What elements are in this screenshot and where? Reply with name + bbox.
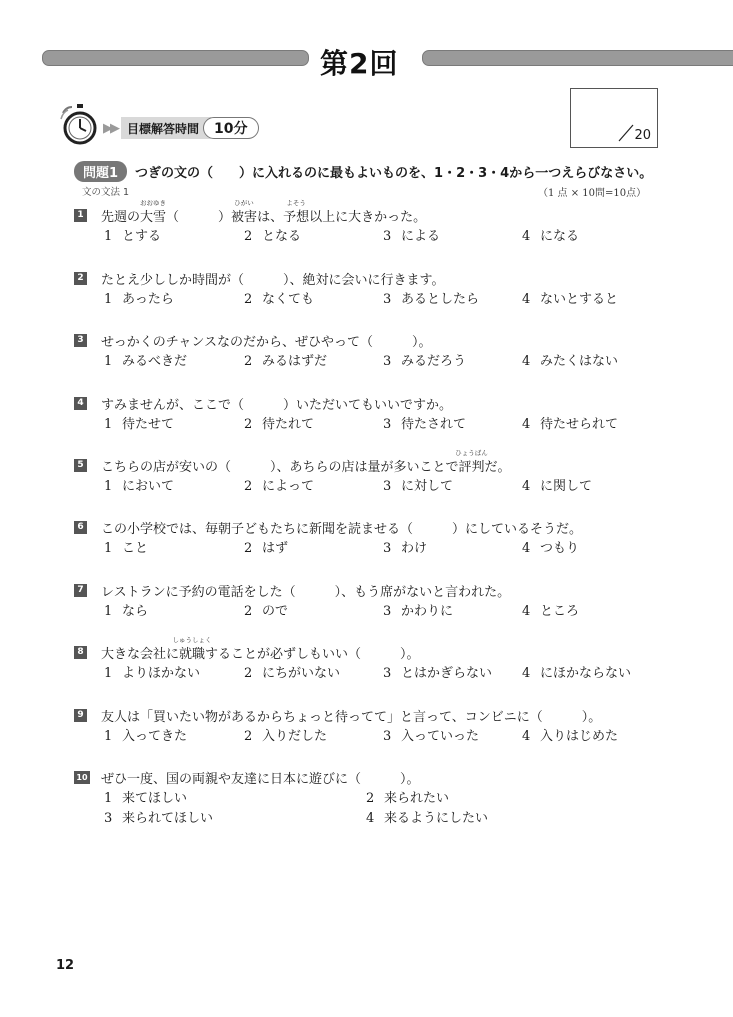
- choice-4[interactable]: 4 ないとすると: [522, 292, 619, 307]
- choice-2[interactable]: 2 なくても: [244, 292, 315, 307]
- question-6: [74, 517, 674, 557]
- question-8: [74, 635, 674, 682]
- choice-1[interactable]: 1 入ってきた: [104, 729, 188, 744]
- choice-list: [74, 600, 674, 620]
- target-time-row: [103, 117, 259, 139]
- question-text: レストランに予約の電話をした（ ）、もう席がないと言われた。: [101, 584, 511, 600]
- choice-3[interactable]: 3 入っていった: [383, 729, 480, 744]
- choice-2[interactable]: 2 入りだした: [244, 729, 328, 744]
- choice-4[interactable]: 4 つもり: [522, 541, 580, 556]
- question-number: 4: [74, 397, 87, 410]
- choice-3[interactable]: 3 わけ: [383, 541, 428, 556]
- choice-list: [74, 787, 674, 807]
- question-1: [74, 198, 674, 245]
- choice-2[interactable]: 2 によって: [244, 479, 315, 494]
- question-text: 先週の大雪 おおゆき （ ）被害 ひがい は、予想 よそう 以上に大きかった。: [101, 198, 427, 225]
- choice-list: [74, 807, 674, 827]
- choice-4[interactable]: 4 入りはじめた: [522, 729, 619, 744]
- question-number: 2: [74, 272, 87, 285]
- target-time: 10分: [203, 117, 258, 139]
- title-bar-left: [42, 50, 309, 66]
- title-banner: [42, 42, 733, 88]
- question-number: 3: [74, 334, 87, 347]
- choice-1[interactable]: 1 なら: [104, 604, 149, 619]
- choice-2[interactable]: 2 みるはずだ: [244, 354, 328, 369]
- question-text: 大きな会社に就職 しゅうしょく することが必ずしもいい（ ）。: [101, 635, 420, 662]
- choice-4[interactable]: 4 待たせられて: [522, 417, 619, 432]
- choice-list: [74, 725, 674, 745]
- question-number: 1: [74, 209, 87, 222]
- choice-3[interactable]: 3 来られてほしい: [104, 811, 214, 826]
- question-number: 7: [74, 584, 87, 597]
- choice-1[interactable]: 1 よりほかない: [104, 666, 201, 681]
- choice-4[interactable]: 4 ところ: [522, 604, 580, 619]
- choice-1[interactable]: 1 こと: [104, 541, 149, 556]
- choice-3[interactable]: 3 みるだろう: [383, 354, 467, 369]
- choice-1[interactable]: 1 において: [104, 479, 175, 494]
- question-3: [74, 330, 674, 370]
- choice-list: [74, 288, 674, 308]
- question-number: 10: [74, 771, 90, 784]
- choice-2[interactable]: 2 ので: [244, 604, 289, 619]
- choice-3[interactable]: 3 待たされて: [383, 417, 467, 432]
- title-bar-right: [422, 50, 733, 66]
- choice-3[interactable]: 3 かわりに: [383, 604, 454, 619]
- choice-2[interactable]: 2 来られたい: [366, 791, 450, 806]
- choice-2[interactable]: 2 はず: [244, 541, 289, 556]
- choice-list: [74, 537, 674, 557]
- choice-list: [74, 225, 674, 245]
- page-title: 第2回: [320, 47, 399, 80]
- choice-2[interactable]: 2 となる: [244, 229, 302, 244]
- question-number: 6: [74, 521, 87, 534]
- question-10: [74, 767, 674, 827]
- choice-1[interactable]: 1 来てほしい: [104, 791, 188, 806]
- section-header: [74, 161, 652, 182]
- choice-3[interactable]: 3 とはかぎらない: [383, 666, 493, 681]
- choice-2[interactable]: 2 待たれて: [244, 417, 315, 432]
- stopwatch-icon: [60, 103, 100, 147]
- question-text: この小学校では、毎朝子どもたちに新聞を読ませる（ ）にしているそうだ。: [101, 521, 583, 537]
- question-2: [74, 268, 674, 308]
- choice-1[interactable]: 1 とする: [104, 229, 162, 244]
- question-7: [74, 580, 674, 620]
- question-text: すみませんが、ここで（ ）いただいてもいいですか。: [101, 397, 453, 413]
- question-number: 8: [74, 646, 87, 659]
- choice-list: [74, 475, 674, 495]
- section-badge: 問題1: [74, 161, 127, 182]
- choice-4[interactable]: 4 にほかならない: [522, 666, 632, 681]
- choice-2[interactable]: 2 にちがいない: [244, 666, 341, 681]
- question-text: ぜひ一度、国の両親や友達に日本に遊びに（ ）。: [101, 771, 420, 787]
- section-subtitle: 文の文法 1: [82, 187, 130, 198]
- target-label: 目標解答時間: [121, 117, 211, 139]
- choice-1[interactable]: 1 あったら: [104, 292, 174, 307]
- question-text: こちらの店が安いの（ ）、あちらの店は量が多いことで評判 ひょうばん だ。: [101, 448, 511, 475]
- choice-list: [74, 350, 674, 370]
- question-text: たとえ少ししか時間が（ ）、絶対に会いに行きます。: [101, 272, 445, 288]
- question-number: 5: [74, 459, 87, 472]
- score-box: [570, 88, 658, 148]
- question-5: [74, 448, 674, 495]
- choice-3[interactable]: 3 あるとしたら: [383, 292, 480, 307]
- question-text: 友人は「買いたい物があるからちょっと待ってて」と言って、コンビニに（ ）。: [101, 709, 602, 725]
- choice-3[interactable]: 3 による: [383, 229, 441, 244]
- arrow-icon: ▶▶: [103, 120, 117, 136]
- section-instruction: つぎの文の（ ）に入れるのに最もよいものを、1・2・3・4から一つえらびなさい。: [135, 166, 653, 181]
- question-4: [74, 393, 674, 433]
- question-9: [74, 705, 674, 745]
- choice-4[interactable]: 4 来るようにしたい: [366, 811, 489, 826]
- choice-3[interactable]: 3 に対して: [383, 479, 454, 494]
- choice-4[interactable]: 4 に関して: [522, 479, 593, 494]
- question-number: 9: [74, 709, 87, 722]
- choice-1[interactable]: 1 みるべきだ: [104, 354, 188, 369]
- choice-list: [74, 662, 674, 682]
- choice-4[interactable]: 4 になる: [522, 229, 580, 244]
- choice-1[interactable]: 1 待たせて: [104, 417, 175, 432]
- question-text: せっかくのチャンスなのだから、ぜひやって（ ）。: [101, 334, 432, 350]
- score-note: （1 点 × 10問=10点）: [538, 188, 647, 199]
- choice-4[interactable]: 4 みたくはない: [522, 354, 619, 369]
- choice-list: [74, 413, 674, 433]
- page-number: 12: [56, 958, 75, 973]
- score-max: 20: [634, 128, 651, 143]
